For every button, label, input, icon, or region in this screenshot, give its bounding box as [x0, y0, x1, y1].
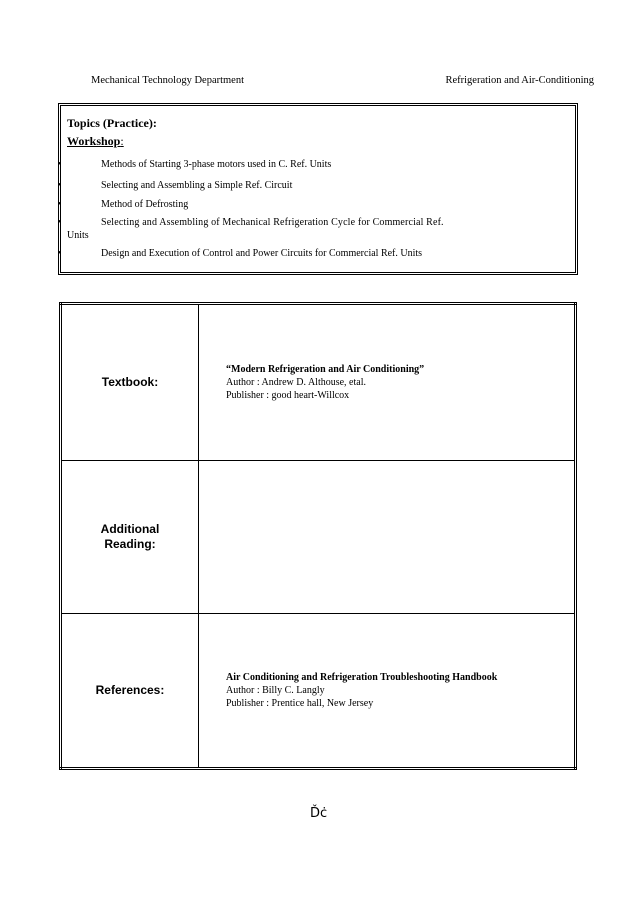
topic-item-text: Selecting and Assembling of Mechanical Refrigeration Cycle for Commercial Ref.	[101, 217, 444, 228]
topic-item-text: Selecting and Assembling a Simple Ref. Circuit	[101, 180, 293, 191]
topic-item-text: Method of Defrosting	[101, 199, 189, 210]
topic-item-text: Methods of Starting 3-phase motors used in C. Ref. Units	[101, 159, 332, 170]
workshop-label	[67, 134, 124, 149]
topic-item-text: Design and Execution of Control and Power Circuits for Commercial Ref. Units	[101, 248, 423, 259]
references-label: References:	[61, 614, 199, 769]
textbook-title: “Modern Refrigeration and Air Conditioning”	[226, 364, 425, 375]
topics-box	[58, 103, 578, 275]
page-number: Ďċ	[310, 806, 328, 821]
course-materials-table	[59, 302, 577, 770]
header-subject: Refrigeration and Air-Conditioning	[445, 75, 594, 86]
topic-item-continuation: Units	[67, 230, 89, 241]
additional-reading-label-line2: Reading:	[104, 537, 156, 551]
topics-title: Topics (Practice):	[67, 116, 157, 130]
header-department: Mechanical Technology Department	[91, 75, 245, 86]
textbook-content	[199, 304, 576, 461]
reference-title: Air Conditioning and Refrigeration Troubleshooting Handbook	[226, 672, 498, 683]
additional-reading-label	[61, 461, 199, 614]
additional-reading-content	[199, 461, 576, 614]
textbook-row	[61, 304, 576, 461]
bullet-icon: •	[58, 180, 62, 191]
workshop-label-text: Workshop	[67, 134, 121, 148]
reference-author: Author : Billy C. Langly	[226, 685, 325, 696]
reference-publisher: Publisher : Prentice hall, New Jersey	[226, 698, 374, 709]
references-content	[199, 614, 576, 769]
bullet-icon: •	[58, 217, 62, 228]
bullet-icon: •	[58, 199, 62, 210]
textbook-publisher: Publisher : good heart-Willcox	[226, 390, 350, 401]
workshop-colon: :	[120, 134, 124, 148]
additional-reading-label-line1: Additional	[100, 522, 160, 536]
textbook-author: Author : Andrew D. Althouse, etal.	[226, 377, 366, 388]
bullet-icon: •	[58, 159, 62, 170]
additional-reading-row	[61, 461, 576, 614]
bullet-icon: •	[58, 248, 62, 259]
textbook-label: Textbook:	[61, 304, 199, 461]
references-row	[61, 614, 576, 769]
